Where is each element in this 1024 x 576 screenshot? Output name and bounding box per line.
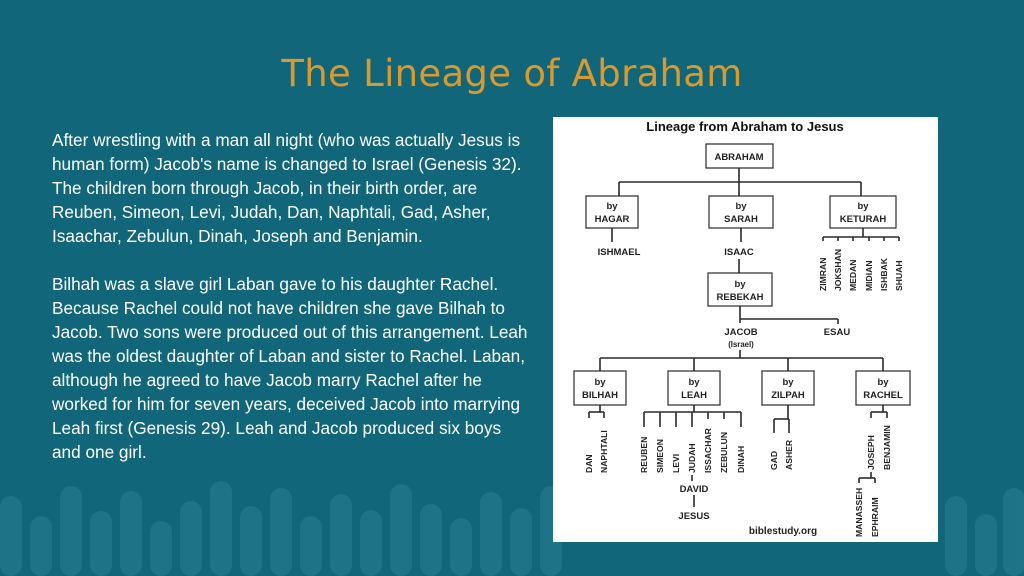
label-hagar-by: by	[606, 201, 618, 212]
label-ishmael: ISHMAEL	[597, 247, 641, 258]
label-judah: JUDAH	[687, 443, 697, 473]
paragraph-jacob: After wrestling with a man all night (who was actually Jesus is human form) Jacob's name is changed to Israel (Genesis 32). The children born through Jacob, in their birth order, are Reuben, Simeon, Levi, Judah, Dan, Naphtali, Gad, Asher, Isaachar, Zebulun, Dinah, Joseph and Benjamin.	[52, 130, 522, 246]
label-medan: MEDAN	[848, 259, 858, 291]
label-zilpah-by: by	[782, 377, 794, 388]
label-isaac: ISAAC	[724, 247, 754, 258]
label-jesus: JESUS	[678, 511, 710, 522]
paragraph-bilhah-leah: Bilhah was a slave girl Laban gave to his daughter Rachel. Because Rachel could not have children she gave Bilhah to Jacob. Two sons were produced out of this arrangement. Leah was the oldest daughter of Laban and sister to Rachel. Laban, although he agreed to have Jacob marry Rachel after he worked for him for seven years, deceived Jacob into marrying Leah first (Genesis 29). Leah and Jacob produced six boys and one girl.	[52, 274, 528, 462]
label-keturah-by: by	[857, 201, 869, 212]
label-jacob: JACOB	[724, 327, 758, 338]
label-bilhah-by: by	[594, 377, 606, 388]
label-zilpah: ZILPAH	[771, 390, 805, 401]
label-joseph: JOSEPH	[866, 435, 876, 470]
label-asher: ASHER	[784, 439, 794, 470]
label-leah-by: by	[688, 377, 700, 388]
label-simeon: SIMEON	[655, 439, 665, 473]
label-issachar: ISSACHAR	[703, 428, 713, 473]
label-gad: GAD	[769, 450, 779, 470]
label-ephraim: EPHRAIM	[870, 497, 880, 537]
diagram-title: Lineage from Abraham to Jesus	[646, 119, 844, 134]
label-jokshan: JOKSHAN	[833, 248, 843, 291]
label-reuben: REUBEN	[639, 436, 649, 473]
label-david: DAVID	[679, 484, 709, 495]
label-zimran: ZIMRAN	[818, 257, 828, 291]
label-leah: LEAH	[681, 390, 707, 401]
label-shuah: SHUAH	[894, 260, 904, 291]
label-hagar: HAGAR	[594, 214, 630, 225]
label-rebekah-by: by	[734, 279, 746, 290]
diagram-source: biblestudy.org	[748, 526, 818, 537]
label-manasseh: MANASSEH	[854, 487, 864, 537]
label-rachel: RACHEL	[863, 390, 903, 401]
label-dan: DAN	[584, 454, 594, 473]
label-ishbak: ISHBAK	[879, 258, 889, 291]
label-esau: ESAU	[823, 327, 851, 338]
lineage-diagram	[553, 117, 938, 542]
label-sarah-by: by	[735, 201, 747, 212]
label-rachel-by: by	[877, 377, 889, 388]
label-keturah: KETURAH	[839, 214, 887, 225]
slide-title: The Lineage of Abraham	[281, 52, 743, 95]
label-naphtali: NAPHTALI	[599, 430, 609, 473]
label-sarah: SARAH	[724, 214, 758, 225]
label-israel: (Israel)	[728, 340, 754, 349]
label-benjamin: BENJAMIN	[882, 425, 892, 470]
label-dinah: DINAH	[736, 445, 746, 473]
label-bilhah: BILHAH	[582, 390, 618, 401]
label-abraham: ABRAHAM	[714, 152, 764, 163]
label-zebulun: ZEBULUN	[719, 431, 729, 473]
body-text	[52, 128, 532, 488]
label-rebekah: REBEKAH	[716, 292, 764, 303]
lineage-chart	[553, 117, 938, 542]
label-levi: LEVI	[671, 453, 681, 473]
label-midian: MIDIAN	[864, 260, 874, 291]
